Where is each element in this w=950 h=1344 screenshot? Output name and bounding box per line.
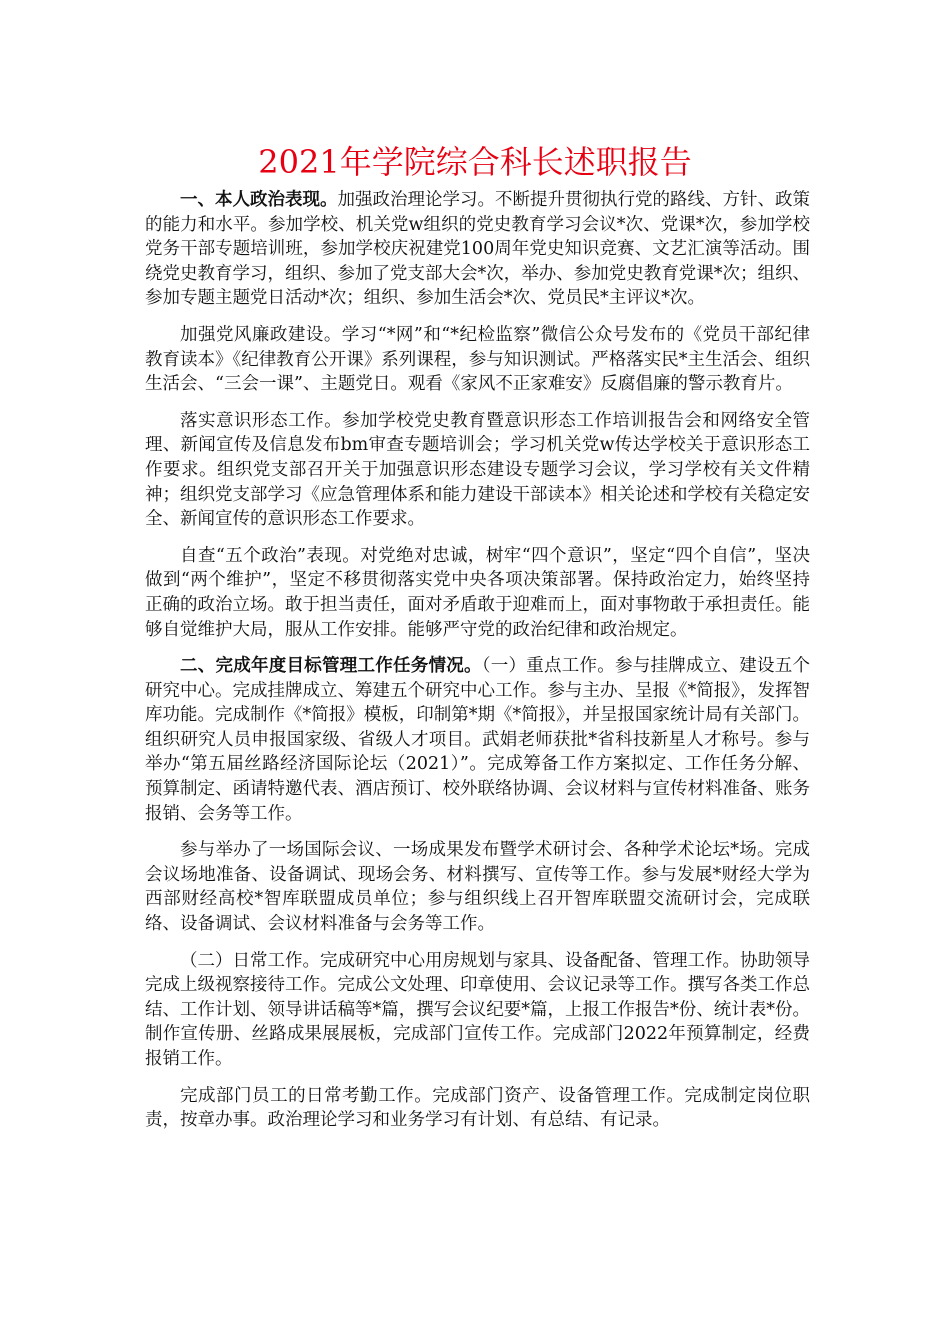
paragraph-daily-work <box>145 949 810 1072</box>
paragraph-text: 完成部门员工的日常考勤工作。完成部门资产、设备管理工作。完成制定岗位职责，按章办事。政治理论学习和业务学习有计划、有总结、有记录。 <box>145 1085 810 1131</box>
paragraph-self-check <box>145 544 810 642</box>
paragraph-text: 加强政治理论学习。不断提升贯彻执行党的路线、方针、政策的能力和水平。参加学校、机关党w组织的党史教育学习会议*次、党课*次，参加学校党务干部专题培训班，参加学校庆祝建党100周年党史知识竞赛、文艺汇演等活动。围绕党史教育学习，组织、参加了党支部大会*次，举办、参加党史教育党课*次；组织、参加专题主题党日活动*次；组织、参加生活会*次、党员民*主评议*次。 <box>145 190 810 309</box>
paragraph-text: 自查“五个政治”表现。对党绝对忠诚，树牢“四个意识”，坚定“四个自信”，坚决做到“两个维护”，坚定不移贯彻落实党中央各项决策部署。保持政治定力，始终坚持正确的政治立场。敢于担当责任，面对矛盾敢于迎难而上，面对事物敢于承担责任。能够自觉维护大局，服从工作安排。能够严守党的政治纪律和政治规定。 <box>145 545 810 640</box>
paragraph-political-performance <box>145 188 810 311</box>
section-heading-1: 一、本人政治表现。 <box>180 190 338 210</box>
document-body <box>145 188 810 1145</box>
paragraph-conferences <box>145 838 810 936</box>
paragraph-ideology <box>145 409 810 532</box>
paragraph-annual-goals <box>145 654 810 826</box>
paragraph-text: 落实意识形态工作。参加学校党史教育暨意识形态工作培训报告会和网络安全管理、新闻宣传及信息发布bm审查专题培训会；学习机关党w传达学校关于意识形态工作要求。组织党支部召开关于加强意识形态建设专题学习会议，学习学校有关文件精神；组织党支部学习《应急管理体系和能力建设干部读本》相关论述和学校有关稳定安全、新闻宣传的意识形态工作要求。 <box>145 410 810 530</box>
document-title: 2021年学院综合科长述职报告 <box>258 143 692 181</box>
paragraph-text: （一）重点工作。参与挂牌成立、建设五个研究中心。完成挂牌成立、筹建五个研究中心工作。参与主办、呈报《*简报》，发挥智库功能。完成制作《*简报》模板，印制第*期《*简报》，并呈报国家统计局有关部门。组织研究人员申报国家级、省级人才项目。武娟老师获批*省科技新星人才称号。参与举办“第五届丝路经济国际论坛（2021）”。完成筹备工作方案拟定、工作任务分解、预算制定、函请特邀代表、酒店预订、校外联络协调、会议材料与宣传材料准备、账务报销、会务等工作。 <box>145 656 810 824</box>
paragraph-attendance <box>145 1084 810 1133</box>
section-heading-2: 二、完成年度目标管理工作任务情况。 <box>180 656 482 677</box>
paragraph-integrity <box>145 323 810 397</box>
paragraph-text: （二）日常工作。完成研究中心用房规划与家具、设备配备、管理工作。协助领导完成上级视察接待工作。完成公文处理、印章使用、会议记录等工作。撰写各类工作总结、工作计划、领导讲话稿等*篇，撰写会议纪要*篇，上报工作报告*份、统计表*份。制作宣传册、丝路成果展展板，完成部门宣传工作。完成部门2022年预算制定，经费报销工作。 <box>145 950 810 1069</box>
paragraph-text: 参与举办了一场国际会议、一场成果发布暨学术研讨会、各种学术论坛*场。完成会议场地准备、设备调试、现场会务、材料撰写、宣传等工作。参与发展*财经大学为西部财经高校*智库联盟成员单位；参与组织线上召开智库联盟交流研讨会，完成联络、设备调试、会议材料准备与会务等工作。 <box>145 840 810 935</box>
paragraph-text: 加强党风廉政建设。学习“*网”和“*纪检监察”微信公众号发布的《党员干部纪律教育读本》《纪律教育公开课》系列课程，参与知识测试。严格落实民*主生活会、组织生活会、“三会一课”、主题党日。观看《家风不正家难安》反腐倡廉的警示教育片。 <box>145 324 810 395</box>
